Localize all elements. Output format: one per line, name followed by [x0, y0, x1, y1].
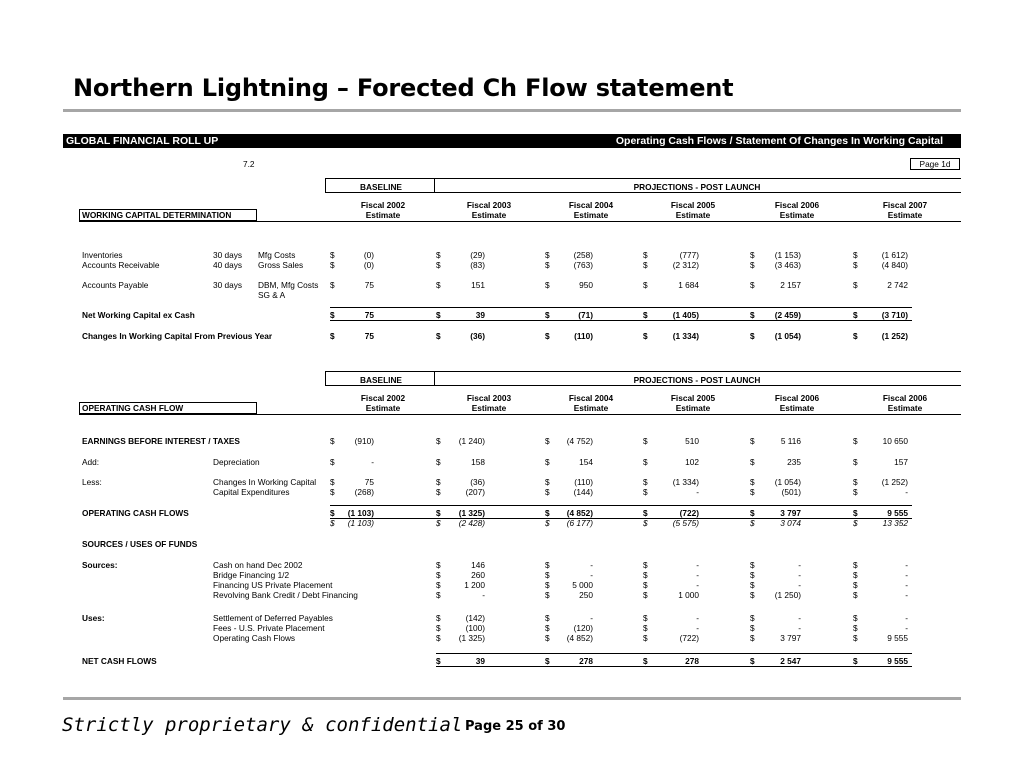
- ocf-cumulative-value: (6 177): [566, 518, 593, 528]
- net-cash-currency: $: [643, 656, 648, 666]
- sources-row-value: 1 200: [464, 580, 485, 590]
- ocf-total-currency: $: [545, 508, 550, 518]
- wc-row-value: (2 312): [672, 260, 699, 270]
- wc-row-currency: $: [436, 280, 441, 290]
- depreciation-currency: $: [750, 457, 755, 467]
- uses-label: Uses:: [82, 613, 105, 623]
- ebit-value: (1 240): [458, 436, 485, 446]
- ocf-total-value: (4 852): [566, 508, 593, 518]
- sheet-left-header: GLOBAL FINANCIAL ROLL UP: [66, 135, 219, 147]
- wc-change-label-2: Changes In Working Capital: [213, 477, 317, 487]
- sources-row-label: Cash on hand Dec 2002: [213, 560, 303, 570]
- wc-header-divider-mid: [434, 178, 435, 193]
- uses-row-currency: $: [436, 623, 441, 633]
- ocf-total-label: OPERATING CASH FLOWS: [82, 508, 189, 518]
- wc-change-value: (1 334): [672, 331, 699, 341]
- wc-row-currency: $: [643, 280, 648, 290]
- sources-label: Sources:: [82, 560, 118, 570]
- depreciation-value: 235: [787, 457, 801, 467]
- sources-row-label: Financing US Private Placement: [213, 580, 333, 590]
- ocf-year-header: Fiscal 2004: [568, 393, 614, 403]
- ocf-cumulative-currency: $: [436, 518, 441, 528]
- wc-header-bottom-rule: [79, 221, 961, 222]
- uses-row-currency: $: [643, 623, 648, 633]
- uses-row-value: 9 555: [887, 633, 908, 643]
- ocf-total-value: (1 103): [347, 508, 374, 518]
- wc-change-value: (1 252): [881, 331, 908, 341]
- net-cash-value: 39: [475, 656, 485, 666]
- ocf-header-bottom-rule: [79, 414, 961, 415]
- wc-row-currency: $: [853, 280, 858, 290]
- net-cash-bottom-rule: [436, 666, 912, 667]
- wc-change-currency: $: [436, 331, 441, 341]
- ocf-cumulative-currency: $: [643, 518, 648, 528]
- wc-row-label: Accounts Payable: [82, 280, 149, 290]
- capex-currency: $: [750, 487, 755, 497]
- wc-row-currency: $: [750, 250, 755, 260]
- net-cash-currency: $: [436, 656, 441, 666]
- sources-row-currency: $: [545, 590, 550, 600]
- net-cash-label: NET CASH FLOWS: [82, 656, 157, 666]
- wc-change-value: (110): [574, 331, 593, 341]
- uses-row-currency: $: [750, 623, 755, 633]
- uses-row-currency: $: [436, 613, 441, 623]
- wc-change-currency: $: [643, 331, 648, 341]
- ocf-wc-change-currency: $: [853, 477, 858, 487]
- ocf-estimate-header: Estimate: [471, 403, 507, 413]
- ebit-currency: $: [750, 436, 755, 446]
- depreciation-value: -: [371, 457, 374, 467]
- sources-row-currency: $: [436, 580, 441, 590]
- ocf-wc-change-currency: $: [436, 477, 441, 487]
- wc-net-value: 75: [364, 310, 374, 320]
- net-cash-value: 9 555: [887, 656, 908, 666]
- ocf-total-value: (1 325): [458, 508, 485, 518]
- ocf-projections-label: PROJECTIONS - POST LAUNCH: [633, 375, 761, 385]
- ocf-wc-change-value: (1 252): [881, 477, 908, 487]
- wc-row-label: Inventories: [82, 250, 123, 260]
- wc-row-currency: $: [545, 280, 550, 290]
- wc-net-currency: $: [436, 310, 441, 320]
- wc-change-value: 75: [364, 331, 374, 341]
- sources-row-value: -: [696, 570, 699, 580]
- sources-row-currency: $: [643, 580, 648, 590]
- ocf-wc-change-value: (36): [470, 477, 485, 487]
- sources-row-value: -: [696, 560, 699, 570]
- wc-change-value: (1 054): [774, 331, 801, 341]
- ebit-value: 5 116: [780, 436, 801, 446]
- uses-row-value: (100): [465, 623, 485, 633]
- sources-row-value: -: [905, 560, 908, 570]
- ocf-wc-change-value: (1 334): [672, 477, 699, 487]
- uses-row-currency: $: [750, 613, 755, 623]
- wc-row-value: (1 153): [774, 250, 801, 260]
- capex-value: -: [905, 487, 908, 497]
- capex-value: (207): [465, 487, 485, 497]
- wc-row-currency: $: [330, 260, 335, 270]
- depreciation-currency: $: [436, 457, 441, 467]
- ocf-wc-change-currency: $: [750, 477, 755, 487]
- wc-row-value: 950: [579, 280, 593, 290]
- ocf-total-value: 9 555: [887, 508, 908, 518]
- uses-row-currency: $: [853, 633, 858, 643]
- uses-row-value: -: [905, 623, 908, 633]
- sources-row-value: -: [905, 570, 908, 580]
- sources-row-currency: $: [545, 570, 550, 580]
- wc-net-value: (1 405): [672, 310, 699, 320]
- ocf-wc-change-value: 75: [364, 477, 374, 487]
- wc-row-currency: $: [750, 260, 755, 270]
- sources-row-value: -: [798, 580, 801, 590]
- capex-currency: $: [436, 487, 441, 497]
- sources-row-currency: $: [750, 590, 755, 600]
- wc-header-divider-left: [325, 178, 326, 193]
- ebit-label: EARNINGS BEFORE INTEREST / TAXES: [82, 436, 240, 446]
- wc-baseline-label: BASELINE: [360, 182, 402, 192]
- ocf-cumulative-value: (2 428): [458, 518, 485, 528]
- wc-net-label: Net Working Capital ex Cash: [82, 310, 195, 320]
- ocf-estimate-header: Estimate: [573, 403, 609, 413]
- wc-row-value: (777): [679, 250, 699, 260]
- depreciation-value: 102: [685, 457, 699, 467]
- ocf-wc-change-currency: $: [643, 477, 648, 487]
- ocf-total-value: (722): [679, 508, 699, 518]
- top-rule: [63, 109, 961, 112]
- uses-row-value: (4 852): [566, 633, 593, 643]
- ocf-baseline-label: BASELINE: [360, 375, 402, 385]
- sources-row-value: -: [590, 560, 593, 570]
- wc-row-basis: DBM, Mfg Costs: [258, 280, 319, 290]
- uses-row-currency: $: [750, 633, 755, 643]
- sources-row-currency: $: [643, 590, 648, 600]
- wc-net-top-rule: [330, 307, 912, 308]
- sources-row-label: Bridge Financing 1/2: [213, 570, 290, 580]
- wc-change-currency: $: [853, 331, 858, 341]
- wc-net-currency: $: [643, 310, 648, 320]
- sources-row-currency: $: [643, 570, 648, 580]
- ocf-total-currency: $: [853, 508, 858, 518]
- uses-row-currency: $: [436, 633, 441, 643]
- sheet-right-header: Operating Cash Flows / Statement Of Changes In Working Capital: [615, 135, 943, 147]
- sources-row-value: 250: [579, 590, 593, 600]
- capex-value: -: [696, 487, 699, 497]
- uses-row-value: (142): [465, 613, 485, 623]
- uses-row-label: Settlement of Deferred Payables: [213, 613, 333, 623]
- uses-row-currency: $: [545, 623, 550, 633]
- uses-row-value: -: [798, 613, 801, 623]
- sheet-header-bar: [63, 134, 961, 148]
- bottom-rule: [63, 697, 961, 700]
- uses-row-value: (120): [573, 623, 593, 633]
- net-cash-currency: $: [545, 656, 550, 666]
- uses-row-value: 3 797: [780, 633, 801, 643]
- wc-row-days: 30 days: [213, 250, 243, 260]
- sources-row-value: -: [696, 580, 699, 590]
- uses-row-value: -: [905, 613, 908, 623]
- capex-value: (501): [781, 487, 801, 497]
- wc-row-value: 75: [364, 280, 374, 290]
- wc-row-value: 151: [471, 280, 485, 290]
- ocf-cumulative-value: (1 103): [347, 518, 374, 528]
- wc-net-value: (71): [578, 310, 593, 320]
- net-cash-value: 2 547: [780, 656, 801, 666]
- sources-row-currency: $: [853, 560, 858, 570]
- ocf-estimate-header: Estimate: [887, 403, 923, 413]
- ocf-year-header: Fiscal 2005: [670, 393, 716, 403]
- wc-row-currency: $: [330, 280, 335, 290]
- sources-row-currency: $: [436, 570, 441, 580]
- wc-change-currency: $: [750, 331, 755, 341]
- wc-estimate-header: Estimate: [675, 210, 711, 220]
- wc-row-value: (3 463): [774, 260, 801, 270]
- wc-row-currency: $: [545, 250, 550, 260]
- capex-label: Capital Expenditures: [213, 487, 290, 497]
- wc-year-header: Fiscal 2003: [466, 200, 512, 210]
- ebit-currency: $: [330, 436, 335, 446]
- depreciation-currency: $: [330, 457, 335, 467]
- page-ref-box: Page 1d: [910, 158, 960, 170]
- wc-row-currency: $: [643, 250, 648, 260]
- wc-row-currency: $: [330, 250, 335, 260]
- ocf-total-currency: $: [750, 508, 755, 518]
- wc-row-basis: Mfg Costs: [258, 250, 296, 260]
- ocf-year-header: Fiscal 2002: [360, 393, 406, 403]
- uses-row-currency: $: [853, 613, 858, 623]
- wc-header-mid-rule: [325, 192, 961, 193]
- wc-row-currency: $: [545, 260, 550, 270]
- ebit-value: 510: [685, 436, 699, 446]
- wc-row-value: (1 612): [881, 250, 908, 260]
- wc-year-header: Fiscal 2006: [774, 200, 820, 210]
- sources-row-value: -: [798, 570, 801, 580]
- net-cash-top-rule: [436, 653, 912, 654]
- less-label: Less:: [82, 477, 102, 487]
- wc-row-basis: Gross Sales: [258, 260, 304, 270]
- net-cash-value: 278: [579, 656, 593, 666]
- sources-row-value: -: [590, 570, 593, 580]
- ocf-cumulative-value: (5 575): [672, 518, 699, 528]
- wc-row-currency: $: [853, 260, 858, 270]
- ocf-total-value: 3 797: [780, 508, 801, 518]
- wc-section-label: WORKING CAPITAL DETERMINATION: [79, 209, 257, 221]
- sources-row-currency: $: [750, 560, 755, 570]
- sources-row-value: 146: [471, 560, 485, 570]
- sources-row-currency: $: [853, 570, 858, 580]
- wc-net-currency: $: [750, 310, 755, 320]
- wc-net-value: (2 459): [774, 310, 801, 320]
- wc-year-header: Fiscal 2002: [360, 200, 406, 210]
- ocf-wc-change-currency: $: [545, 477, 550, 487]
- wc-estimate-header: Estimate: [471, 210, 507, 220]
- sources-row-value: 1 000: [678, 590, 699, 600]
- page-number: Page 25 of 30: [465, 719, 566, 734]
- wc-row-value: (763): [573, 260, 593, 270]
- wc-row-value: 1 684: [678, 280, 699, 290]
- ebit-value: (910): [354, 436, 374, 446]
- wc-row-value: (4 840): [881, 260, 908, 270]
- wc-estimate-header: Estimate: [573, 210, 609, 220]
- uses-row-value: -: [696, 613, 699, 623]
- ocf-cumulative-currency: $: [853, 518, 858, 528]
- ocf-cumulative-value: 13 352: [882, 518, 908, 528]
- ocf-cumulative-currency: $: [545, 518, 550, 528]
- uses-row-currency: $: [545, 613, 550, 623]
- wc-net-bottom-rule: [330, 320, 912, 321]
- uses-row-currency: $: [545, 633, 550, 643]
- ocf-total-currency: $: [330, 508, 335, 518]
- wc-row-currency: $: [436, 250, 441, 260]
- wc-row-label: Accounts Receivable: [82, 260, 160, 270]
- sources-row-value: -: [905, 580, 908, 590]
- sources-row-value: (1 250): [774, 590, 801, 600]
- wc-row-days: 30 days: [213, 280, 243, 290]
- ocf-wc-change-currency: $: [330, 477, 335, 487]
- wc-row-value: (0): [363, 260, 374, 270]
- sources-row-currency: $: [750, 580, 755, 590]
- uses-row-value: (1 325): [458, 633, 485, 643]
- ocf-header-divider-left: [325, 371, 326, 386]
- wc-row-days: 40 days: [213, 260, 243, 270]
- wc-row-currency: $: [436, 260, 441, 270]
- wc-year-header: Fiscal 2005: [670, 200, 716, 210]
- sources-row-currency: $: [853, 580, 858, 590]
- capex-currency: $: [545, 487, 550, 497]
- confidential-note: Strictly proprietary & confidential: [62, 714, 463, 736]
- ebit-currency: $: [545, 436, 550, 446]
- wc-row-value: (83): [470, 260, 485, 270]
- capex-value: (268): [354, 487, 374, 497]
- wc-net-currency: $: [853, 310, 858, 320]
- ocf-estimate-header: Estimate: [779, 403, 815, 413]
- ocf-year-header: Fiscal 2006: [882, 393, 928, 403]
- ebit-value: 10 650: [882, 436, 908, 446]
- wc-row-value: (0): [363, 250, 374, 260]
- wc-row-basis-2: SG & A: [258, 290, 286, 300]
- wc-row-currency: $: [643, 260, 648, 270]
- wc-row-value: (29): [470, 250, 485, 260]
- sources-row-value: -: [482, 590, 485, 600]
- uses-row-value: -: [798, 623, 801, 633]
- sources-row-currency: $: [545, 580, 550, 590]
- sources-row-currency: $: [750, 570, 755, 580]
- sources-row-currency: $: [643, 560, 648, 570]
- depreciation-value: 154: [579, 457, 593, 467]
- sources-row-currency: $: [545, 560, 550, 570]
- depreciation-value: 157: [894, 457, 908, 467]
- ocf-header-mid-rule: [325, 385, 961, 386]
- depreciation-currency: $: [853, 457, 858, 467]
- rate-value: 7.2: [243, 159, 255, 169]
- sources-row-currency: $: [436, 560, 441, 570]
- wc-header-top-rule: [325, 178, 961, 179]
- depreciation-currency: $: [545, 457, 550, 467]
- depreciation-value: 158: [471, 457, 485, 467]
- capex-value: (144): [573, 487, 593, 497]
- uses-row-label: Operating Cash Flows: [213, 633, 296, 643]
- uses-row-value: -: [590, 613, 593, 623]
- wc-estimate-header: Estimate: [779, 210, 815, 220]
- capex-currency: $: [853, 487, 858, 497]
- wc-change-label: Changes In Working Capital From Previous Year: [82, 331, 273, 341]
- wc-net-value: 39: [475, 310, 485, 320]
- sources-row-currency: $: [436, 590, 441, 600]
- slide-title: Northern Lightning – Forected Ch Flow statement: [73, 74, 734, 102]
- wc-change-currency: $: [545, 331, 550, 341]
- ocf-header-divider-mid: [434, 371, 435, 386]
- uses-row-currency: $: [643, 633, 648, 643]
- ebit-currency: $: [436, 436, 441, 446]
- uses-row-currency: $: [643, 613, 648, 623]
- wc-row-currency: $: [750, 280, 755, 290]
- sources-row-value: 5 000: [572, 580, 593, 590]
- add-label: Add:: [82, 457, 100, 467]
- wc-change-currency: $: [330, 331, 335, 341]
- ocf-cumulative-currency: $: [750, 518, 755, 528]
- uses-row-currency: $: [853, 623, 858, 633]
- ocf-header-top-rule: [325, 371, 961, 372]
- depreciation-label: Depreciation: [213, 457, 260, 467]
- wc-net-currency: $: [330, 310, 335, 320]
- wc-row-value: (258): [573, 250, 593, 260]
- sources-row-currency: $: [853, 590, 858, 600]
- ocf-wc-change-value: (1 054): [774, 477, 801, 487]
- sources-row-label: Revolving Bank Credit / Debt Financing: [213, 590, 358, 600]
- net-cash-currency: $: [750, 656, 755, 666]
- ocf-estimate-header: Estimate: [675, 403, 711, 413]
- ocf-section-label: OPERATING CASH FLOW: [79, 402, 257, 414]
- wc-year-header: Fiscal 2004: [568, 200, 614, 210]
- wc-estimate-header: Estimate: [887, 210, 923, 220]
- wc-row-value: 2 742: [887, 280, 908, 290]
- wc-row-value: 2 157: [780, 280, 801, 290]
- ocf-wc-change-value: (110): [574, 477, 593, 487]
- uses-row-value: -: [696, 623, 699, 633]
- ocf-total-currency: $: [436, 508, 441, 518]
- net-cash-currency: $: [853, 656, 858, 666]
- capex-currency: $: [330, 487, 335, 497]
- capex-currency: $: [643, 487, 648, 497]
- wc-projections-label: PROJECTIONS - POST LAUNCH: [633, 182, 761, 192]
- ebit-currency: $: [853, 436, 858, 446]
- ocf-year-header: Fiscal 2006: [774, 393, 820, 403]
- ebit-value: (4 752): [566, 436, 593, 446]
- sources-row-value: 260: [471, 570, 485, 580]
- wc-net-currency: $: [545, 310, 550, 320]
- uses-row-label: Fees - U.S. Private Placement: [213, 623, 325, 633]
- ocf-year-header: Fiscal 2003: [466, 393, 512, 403]
- sources-row-value: -: [798, 560, 801, 570]
- wc-net-value: (3 710): [881, 310, 908, 320]
- ocf-cumulative-value: 3 074: [780, 518, 801, 528]
- ocf-total-top-rule: [330, 505, 912, 506]
- sources-row-value: -: [905, 590, 908, 600]
- wc-year-header: Fiscal 2007: [882, 200, 928, 210]
- ocf-estimate-header: Estimate: [365, 403, 401, 413]
- ebit-currency: $: [643, 436, 648, 446]
- wc-change-value: (36): [470, 331, 485, 341]
- net-cash-value: 278: [685, 656, 699, 666]
- ocf-total-currency: $: [643, 508, 648, 518]
- ocf-cumulative-currency: $: [330, 518, 335, 528]
- ocf-total-bottom-rule: [330, 518, 912, 519]
- wc-estimate-header: Estimate: [365, 210, 401, 220]
- wc-row-currency: $: [853, 250, 858, 260]
- depreciation-currency: $: [643, 457, 648, 467]
- funds-title: SOURCES / USES OF FUNDS: [82, 539, 198, 549]
- uses-row-value: (722): [679, 633, 699, 643]
